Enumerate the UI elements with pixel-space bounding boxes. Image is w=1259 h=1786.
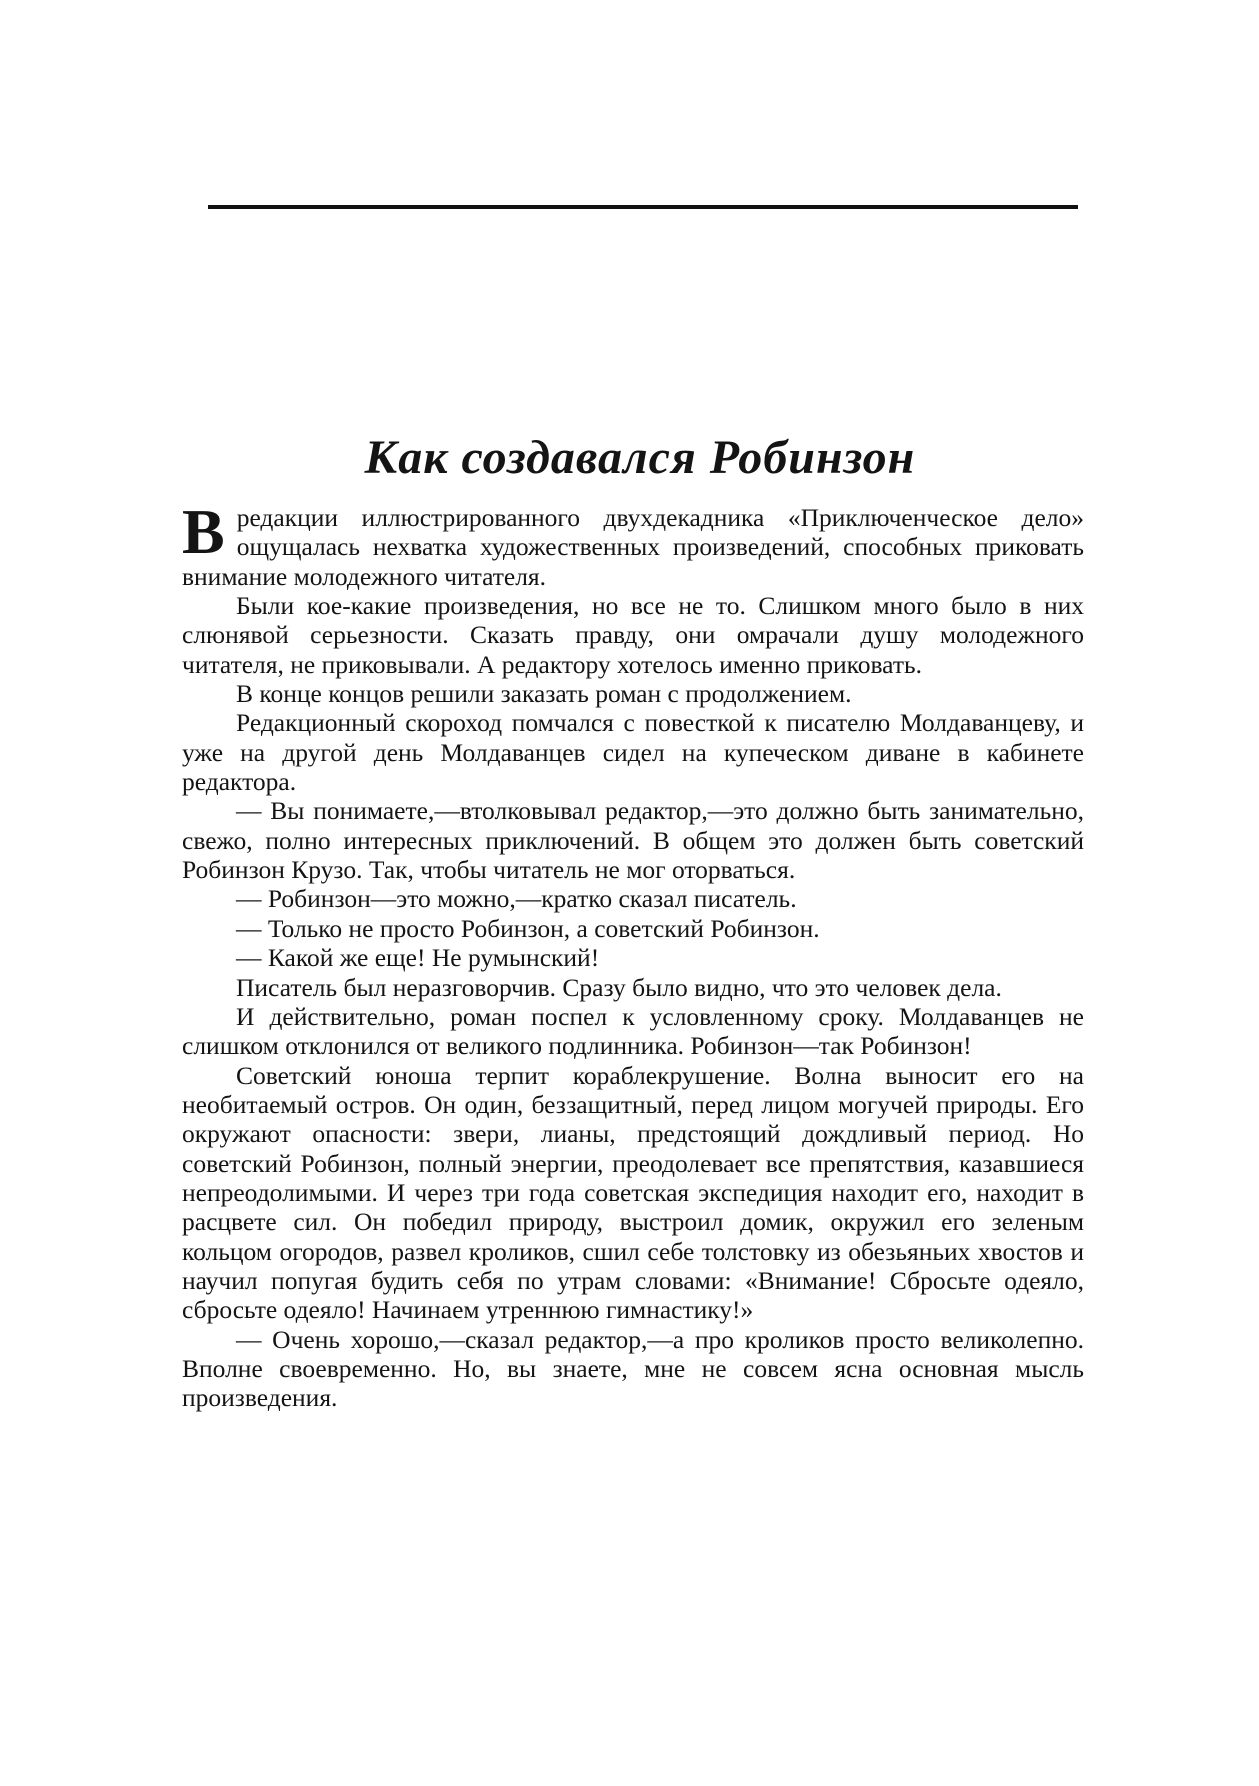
paragraph: Писатель был неразговорчив. Сразу было видно, что это человек дела.	[236, 972, 1002, 1002]
paragraph: Были кое-какие произведения, но все не то. Слишком много было в них слюнявой серьезности. Сказать правду, они омрачали душу молодежного читателя, не приковывали. А редактору хотелось именно приковать.	[182, 591, 1084, 679]
paragraph: — Какой же еще! Не румынский!	[236, 943, 600, 973]
chapter-title: Как создавался Робинзон	[364, 431, 916, 484]
paragraph: И действительно, роман поспел к условленному сроку. Молдаванцев не слишком отклонился от великого подлинника. Робинзон—так Робинзон!	[182, 1001, 1084, 1061]
paragraph: В конце концов решили заказать роман с продолжением.	[236, 679, 852, 709]
paragraph: — Только не просто Робинзон, а советский Робинзон.	[236, 913, 820, 943]
paragraph: Советский юноша терпит кораблекрушение. Волна выносит его на необитаемый остров. Он один, беззащитный, перед лицом могучей природы. Его окружают опасности: звери, лианы, предстоящий дождливый период. Но советский Робинзон, полный энергии, преодолевает все препятствия, казавшиеся непреодолимыми. И через три года советская экспедиция находит его, находит в расцвете сил. Он победил природу, выстроил домик, окружил его зеленым кольцом огородов, развел кроликов, сшил себе толстовку из обезьяньих хвостов и научил попугая будить себя по утрам словами: «Внимание! Сбросьте одеяло, сбросьте одеяло! Начинаем утреннюю гимнастику!»	[182, 1060, 1084, 1325]
body-text	[182, 496, 1084, 1413]
paragraph: — Очень хорошо,—сказал редактор,—а про кроликов просто великолепно. Вполне своевременно. Но, вы знаете, мне не совсем ясна основная мысль произведения.	[182, 1324, 1084, 1413]
paragraph: — Робинзон—это можно,—кратко сказал писатель.	[236, 884, 797, 914]
paragraph: Редакционный скороход помчался с повесткой к писателю Молдаванцеву, и уже на другой день Молдаванцев сидел на купеческом диване в кабинете редактора.	[182, 708, 1084, 797]
top-rule	[208, 205, 1078, 209]
paragraph: — Вы понимаете,—втолковывал редактор,—это должно быть занимательно, свежо, полно интересных приключений. В общем это должен быть советский Робинзон Крузо. Так, чтобы читатель не мог оторваться.	[182, 796, 1084, 885]
drop-cap: В	[182, 496, 225, 567]
paragraph	[182, 496, 1084, 591]
paragraph-text: редакции иллюстрированного двухдекадника «Приключенческое дело» ощущалась нехватка художественных произведений, способных приковать внимание молодежного читателя.	[182, 503, 1084, 591]
